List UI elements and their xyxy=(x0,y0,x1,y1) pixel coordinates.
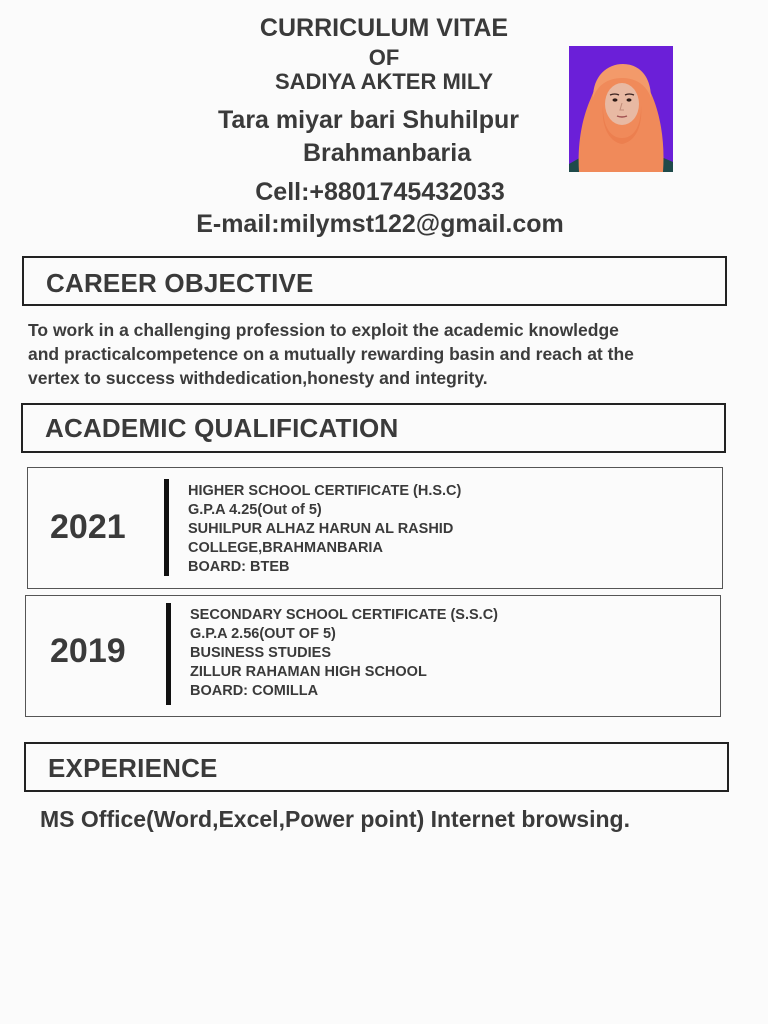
profile-photo xyxy=(569,46,673,172)
qualification-line: SECONDARY SCHOOL CERTIFICATE (S.S.C) xyxy=(190,607,499,623)
divider-bar xyxy=(166,603,171,705)
qualification-line: G.P.A 4.25(Out of 5) xyxy=(188,502,322,518)
objective-line: To work in a challenging profession to exploit the academic knowledge xyxy=(28,320,619,340)
qualification-line: ZILLUR RAHAMAN HIGH SCHOOL xyxy=(190,664,427,680)
experience-heading: EXPERIENCE xyxy=(48,753,218,783)
objective-line: and practicalcompetence on a mutually rewarding basin and reach at the xyxy=(28,344,634,364)
career-objective-text xyxy=(28,318,728,390)
qualification-details xyxy=(190,606,498,701)
cv-title: CURRICULUM VITAE xyxy=(259,14,509,42)
qualification-line: BOARD: BTEB xyxy=(188,559,290,575)
cv-name: SADIYA AKTER MILY xyxy=(274,69,493,94)
academic-qualification-heading: ACADEMIC QUALIFICATION xyxy=(45,413,399,443)
address-line-1: Tara miyar bari Shuhilpur xyxy=(218,106,520,134)
qualification-year: 2021 xyxy=(50,508,126,546)
cell-number: Cell:+8801745432033 xyxy=(255,178,505,206)
qualification-line: BUSINESS STUDIES xyxy=(190,645,331,661)
qualification-line: COLLEGE,BRAHMANBARIA xyxy=(188,540,383,556)
qualification-details xyxy=(188,482,461,577)
qualification-line: G.P.A 2.56(OUT OF 5) xyxy=(190,626,336,642)
address-line-2: Brahmanbaria xyxy=(303,139,472,167)
career-objective-heading: CAREER OBJECTIVE xyxy=(46,268,314,298)
objective-line: vertex to success withdedication,honesty and integrity. xyxy=(28,368,488,388)
qualification-line: HIGHER SCHOOL CERTIFICATE (H.S.C) xyxy=(188,483,462,499)
experience-text: MS Office(Word,Excel,Power point) Internet browsing. xyxy=(40,806,630,832)
qualification-year: 2019 xyxy=(50,632,126,670)
email-address: E-mail:milymst122@gmail.com xyxy=(196,210,564,238)
qualification-line: SUHILPUR ALHAZ HARUN AL RASHID xyxy=(188,521,454,537)
divider-bar xyxy=(164,479,169,576)
qualification-line: BOARD: COMILLA xyxy=(190,683,319,699)
person-icon xyxy=(569,46,673,172)
cv-of: OF xyxy=(368,45,400,70)
